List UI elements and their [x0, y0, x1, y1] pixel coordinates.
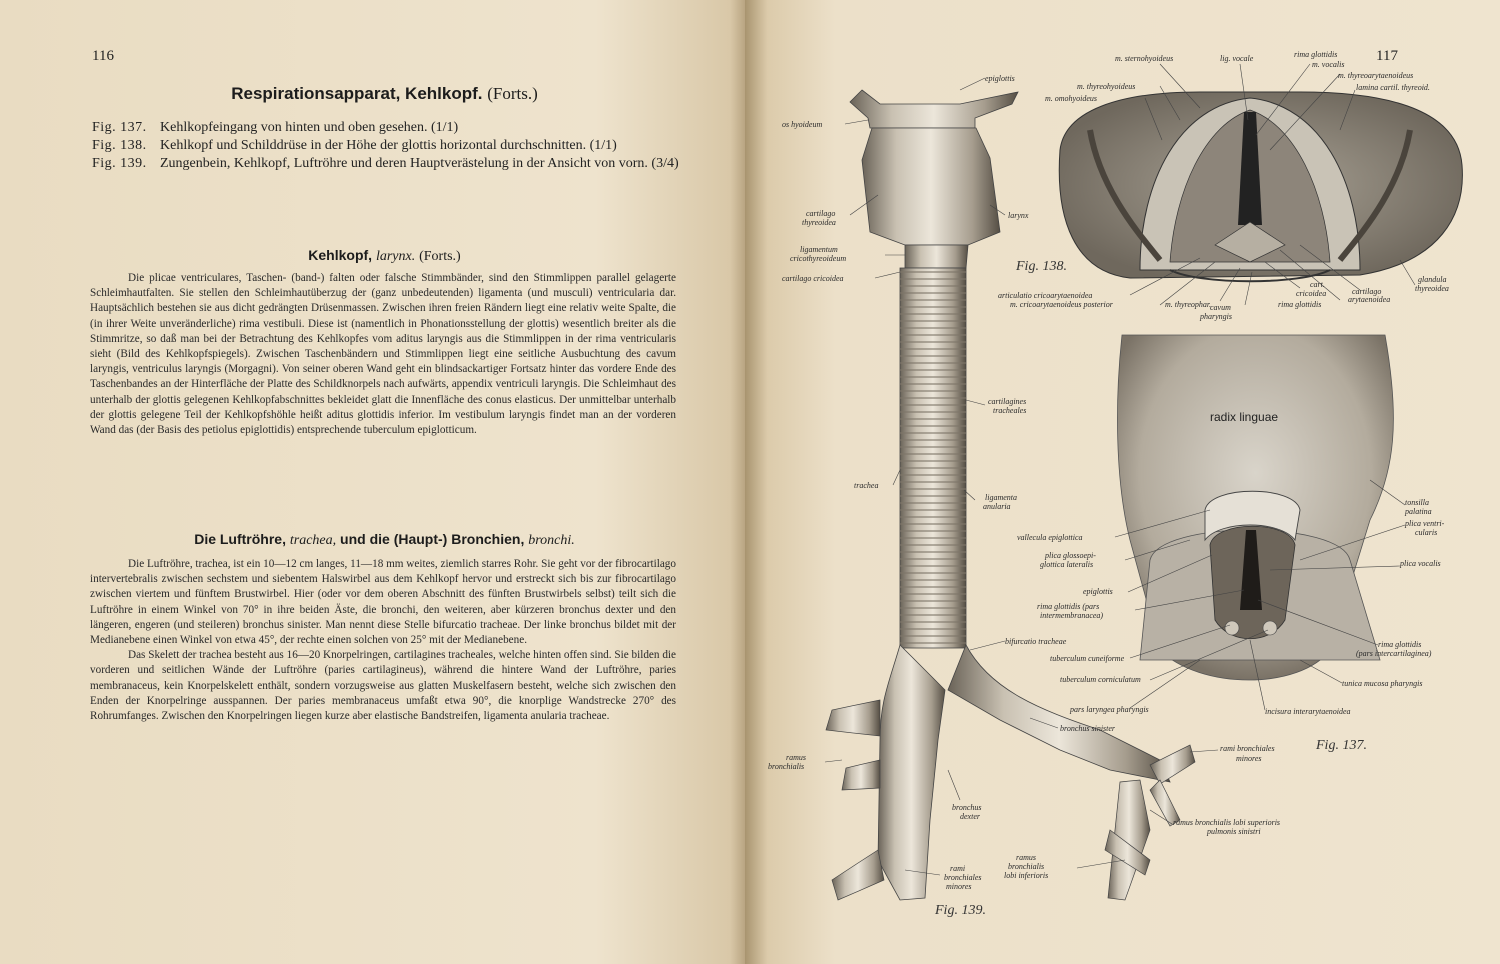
label-ligamenta: ligamenta [985, 493, 1017, 502]
label-tunica-mucosa: tunica mucosa pharyngis [1342, 679, 1423, 688]
label-intermembranacea: intermembranacea) [1040, 611, 1104, 620]
label-ramus-2: ramus [1016, 853, 1037, 862]
label-plica-ventricularis: plica ventri- [1405, 519, 1445, 528]
label-bronchiales: bronchiales [944, 873, 982, 882]
label-cartilago: cartilago [1352, 287, 1382, 296]
figure-caption: Fig. 137. Kehlkopfeingang von hinten und oben gesehen. (1/1) [92, 120, 459, 135]
paragraph: Die Luftröhre, trachea, ist ein 10—12 cm langes, 11—18 mm weites, ziemlich starres Rohr. Sie geht vor der fibrocartilago intervertebralis zwischen sechstem und siebentem Halswirbel aus dem Kehlkopf hervor und erstreckt sich bis zur fibrocartilago zwischen viertem und fünftem Brustwirbel. Hier (oder vor dem oberen Abschnitt des fünften Brustwirbels selbst) teilt sich die Luftröhre in einem Winkel von 70° in ihre beiden Äste, die bronchi, den weiteren, aber kürzeren bronchus dexter und den längeren, engeren (und steileren) bronchus sinister. Man nennt diese Stelle bifurcatio tracheae. Der linke bronchus bildet mit der Medianebene einen Winkel von etwa 45°, der rechte einen solchen von 25° mit der Medianebene. [90, 558, 676, 647]
label-plica-glossoepi: plica glossoepi- [1045, 551, 1096, 560]
label-rima-glottidis-2: rima glottidis [1278, 300, 1322, 309]
label-tuberculum-corniculatum: tuberculum corniculatum [1060, 675, 1141, 684]
paragraph: Die plicae ventriculares, Taschen- (band-) falten oder falsche Stimmbänder, sind den Stimmlippen parallel gelagerte Schleimhautfalten. Sie stellen den Schleimhautüberzug der (ganz unbedeutenden) ligamenta (und musculi) ventricularia dar. Hauptsächlich bestehen sie aus dicht gedrängten Drüsenmassen. Zwischen ihren freien Rändern liegt eine relativ weite Spalte, die (in ihrer Weite unveränderliche) rima vestibuli. Diese ist (namentlich in Phonationsstellung der glottis) wesentlich breiter als die Stimmritze, so daß man bei der Betrachtung des Kehlkopfes vom aditus laryngis aus die Stimmlippen in der rima ventricularis sieht (Bild des Kehlkopfspiegels). Zwischen Taschenbändern und Stimmlippen liegt eine seitliche Ausbuchtung des cavum laryngis, ventriculus laryngis (Morgagni). Von seiner oberen Wand geht ein blindsackartiger Fortsatz hinter das vordere Ende des Taschenbandes an der Hinterfläche der Platte des Schildknorpels nach aufwärts, appendix ventriculi laryngis. Die Schleimhaut des unterhalb der glottis gelegenen Kehlkopfabschnittes bekleidet glatt die Innenfläche des conus elasticus. Der unmittelbar unterhalb der glottis gelegene Teil der Kehlkopfshöhle heißt aditus glottidis inferior. Im vestibulum laryngis findet man an der vorderen Wand das (der Basis des petiolus epiglottidis) entsprechende tuberculum epiglotticum. [90, 272, 676, 437]
figure-label-139: Fig. 139. [935, 903, 986, 918]
label-omohyoideus: m. omohyoideus [1045, 94, 1097, 103]
label-cavum: cavum [1210, 303, 1231, 312]
label-cartilagines: cartilagines [988, 397, 1027, 406]
label-bifurcatio: bifurcatio tracheae [1005, 637, 1067, 646]
label-minores-2: minores [946, 882, 972, 891]
label-pharyngis: pharyngis [1200, 312, 1232, 321]
page-title: Respirationsapparat, Kehlkopf. (Forts.) [231, 84, 538, 103]
label-cartilago-thyreoidea-2: thyreoidea [802, 218, 836, 227]
label-vallecula: vallecula epiglottica [1017, 533, 1083, 542]
figure-caption: Fig. 138. Kehlkopf und Schilddrüse in der Höhe der glottis horizontal durchschnitten. (1/1) [92, 138, 617, 153]
label-lamina: lamina cartil. thyreoid. [1356, 83, 1430, 92]
label-pars-laryngea: pars laryngea pharyngis [1070, 705, 1149, 714]
label-ligamentum: ligamentum [800, 245, 838, 254]
paragraph: Das Skelett der trachea besteht aus 16—20 Knorpelringen, cartilagines tracheales, welche hinten offen sind. Sie bilden die vorderen und seitlichen Wände der Luftröhre (paries cartilagineus), während die hintere Wand der Luftröhre, paries membranaceus, kein Knorpelskelett enthält, sondern vorzugsweise aus glatten Muskelfasern besteht, welche sich zwischen den Enden der Knorpelringe ausspannen. Der paries membranaceus umfaßt etwa 90°, die knorplige Wandstrecke 270° des Rohrumfanges. Zwischen den Knorpelringen liegen kurze aber elastische Bandstreifen, ligamenta anularia tracheae. [90, 649, 676, 723]
label-minores: minores [1236, 754, 1262, 763]
label-bronchialis: bronchialis [768, 762, 805, 771]
label-epiglottis: epiglottis [985, 74, 1015, 83]
label-rima-glottidis: rima glottidis [1294, 50, 1338, 59]
label-anularia: anularia [983, 502, 1011, 511]
label-radix-linguae: radix linguae [1210, 410, 1279, 424]
label-glandula: glandula [1418, 275, 1447, 284]
label-rami-bronchiales: rami bronchiales [1220, 744, 1275, 753]
label-thyreohyoideus: m. thyreohyoideus [1077, 82, 1136, 91]
label-pulmonis-sinistri: pulmonis sinistri [1207, 827, 1261, 836]
label-bronchus-dexter-2: dexter [960, 812, 980, 821]
label-intercartilaginea: (pars intercartilaginea) [1356, 649, 1432, 658]
label-thyreoidea: thyreoidea [1415, 284, 1449, 293]
section-heading-luftroehre: Die Luftröhre, trachea, und die (Haupt-) Bronchien, bronchi. [194, 531, 575, 548]
fig138-section-drawing [1059, 92, 1462, 281]
section-heading-kehlkopf: Kehlkopf, larynx. (Forts.) [308, 247, 461, 264]
label-bronchus-dexter: bronchus [952, 803, 982, 812]
label-thyreoarytaenoideus: m. thyreoarytaenoideus [1338, 71, 1414, 80]
fig137-inlet-drawing [1117, 335, 1393, 680]
page-number: 117 [1376, 48, 1398, 64]
label-glottica-lateralis: glottica lateralis [1040, 560, 1094, 569]
label-incisura: incisura interarytaenoidea [1265, 707, 1351, 716]
label-plica-vocalis: plica vocalis [1400, 559, 1441, 568]
label-trachea: trachea [854, 481, 879, 490]
label-rima-pars: rima glottidis (pars [1037, 602, 1100, 611]
label-rami: rami [950, 864, 966, 873]
label-tuberculum-cuneiforme: tuberculum cuneiforme [1050, 654, 1125, 663]
page-number: 116 [92, 48, 114, 64]
label-epiglottis-137: epiglottis [1083, 587, 1113, 596]
label-cricothyreoideum: cricothyreoideum [790, 254, 847, 263]
label-cularis: cularis [1415, 528, 1438, 537]
figure-label-138: Fig. 138. [1016, 259, 1067, 274]
label-cart: cart. [1310, 280, 1325, 289]
label-thyreophar: m. thyreophar. [1165, 300, 1212, 309]
label-lig-vocale: lig. vocale [1220, 54, 1254, 63]
label-cartilago-thyreoidea: cartilago [806, 209, 836, 218]
figure-caption: Fig. 139. Zungenbein, Kehlkopf, Luftröhre und deren Hauptverästelung in der Ansicht von vorn. (3/4) [92, 156, 679, 171]
label-ramus: ramus [786, 753, 807, 762]
label-cricoarytaenoideus: m. cricoarytaenoideus posterior [1010, 300, 1113, 309]
label-lobi-inferioris: lobi inferioris [1004, 871, 1049, 880]
label-tracheales: tracheales [993, 406, 1027, 415]
label-larynx: larynx [1008, 211, 1029, 220]
label-os-hyoideum: os hyoideum [782, 120, 823, 129]
label-cartilago-cricoidea: cartilago cricoidea [782, 274, 844, 283]
figure-label-137: Fig. 137. [1316, 738, 1367, 753]
label-articulatio: articulatio cricoarytaenoidea [998, 291, 1093, 300]
label-palatina: palatina [1405, 507, 1432, 516]
label-arytaenoidea: arytaenoidea [1348, 295, 1391, 304]
label-bronchialis-2: bronchialis [1008, 862, 1045, 871]
label-rima-glottidis-137: rima glottidis [1378, 640, 1422, 649]
label-sternohyoideus: m. sternohyoideus [1115, 54, 1174, 63]
label-cricoidea: cricoidea [1296, 289, 1327, 298]
label-m-vocalis: m. vocalis [1312, 60, 1345, 69]
label-bronchus-sinister: bronchus sinister [1060, 724, 1116, 733]
label-tonsilla: tonsilla [1405, 498, 1430, 507]
label-ramus-lobi-superioris: ramus bronchialis lobi superioris [1173, 818, 1281, 827]
